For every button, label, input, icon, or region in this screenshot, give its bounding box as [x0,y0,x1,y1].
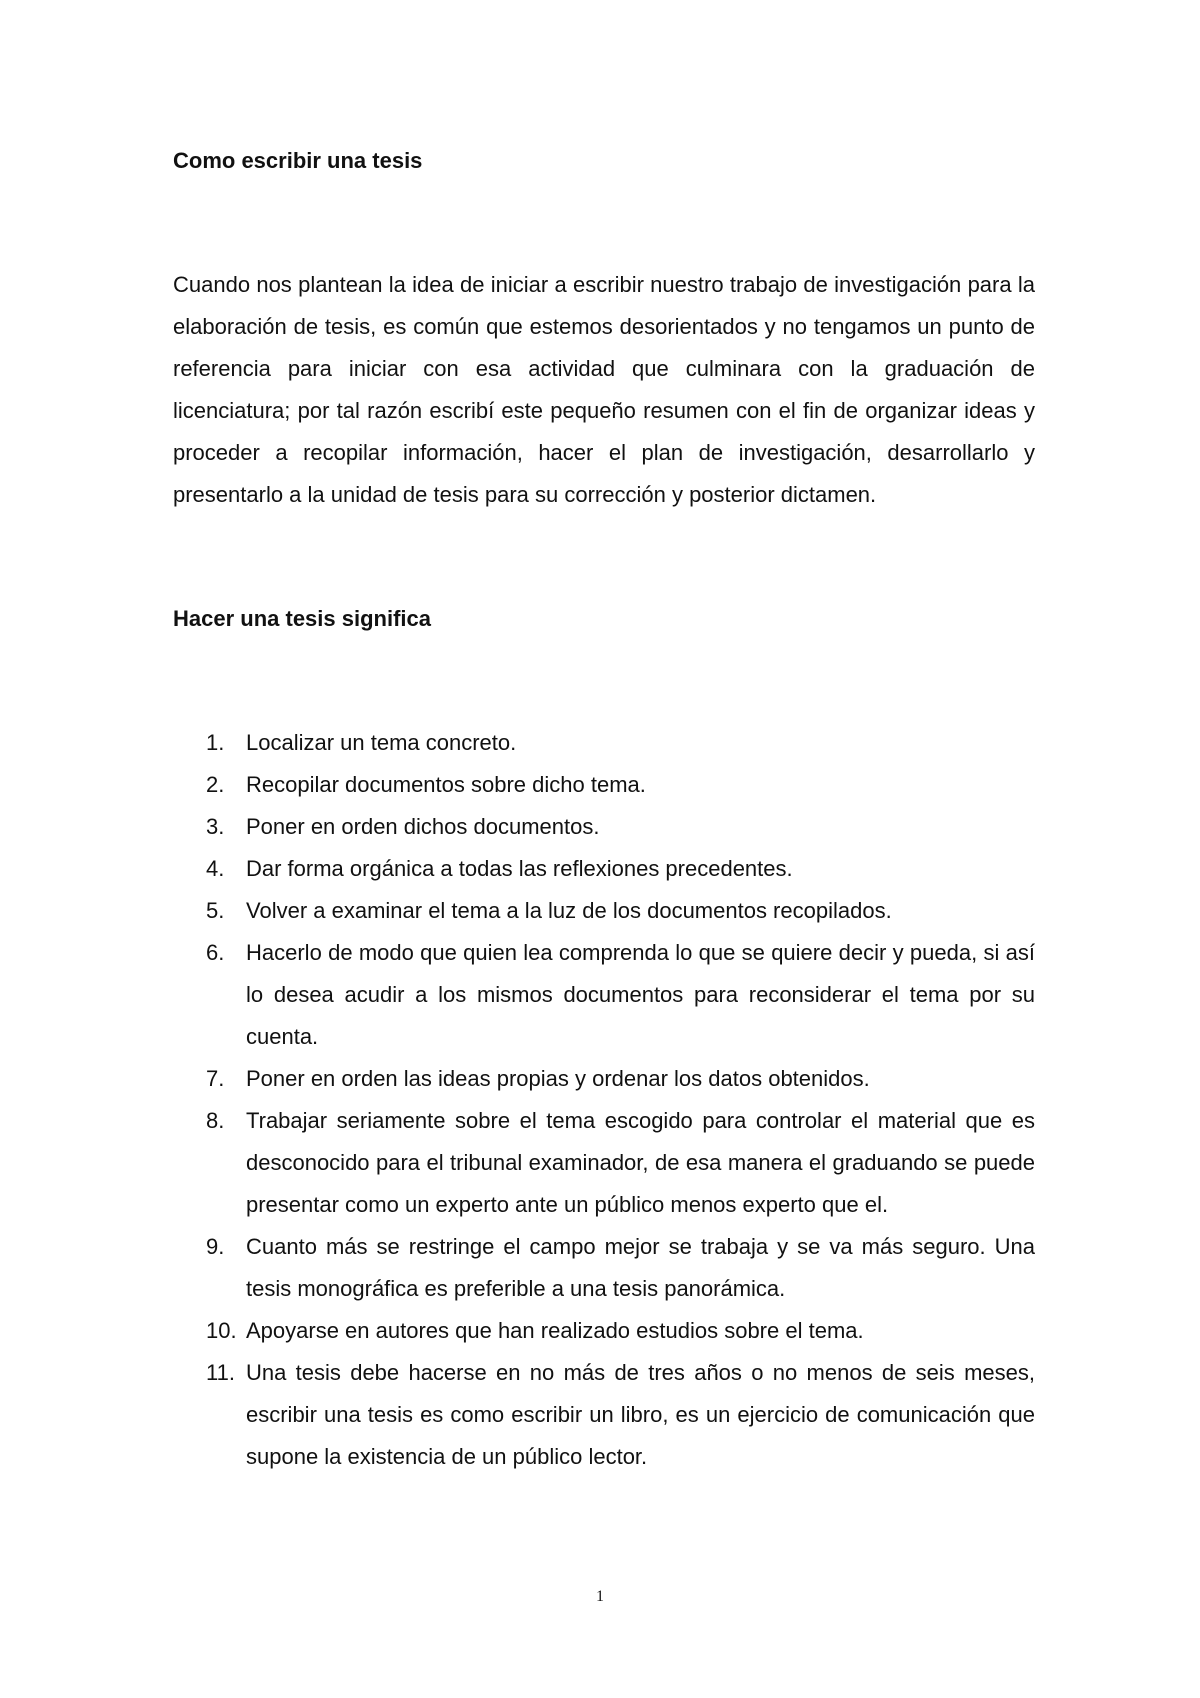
list-item [173,932,1035,1058]
list-item-number: 9. [206,1234,225,1259]
section-title: Hacer una tesis significa [173,606,431,631]
list-item [173,890,1035,932]
list-item [173,764,1035,806]
intro-paragraph: Cuando nos plantean la idea de iniciar a escribir nuestro trabajo de investigación para la elaboración de tesis, es común que estemos desorientados y no tengamos un punto de referencia para iniciar con esa actividad que culminara con la graduación de licenciatura; por tal razón escribí este pequeño resumen con el fin de organizar ideas y proceder a recopilar información, hacer el plan de investigación, desarrollarlo y presentarlo a la unidad de tesis para su corrección y posterior dictamen. [173,272,1035,507]
list-item [173,722,1035,764]
list-item-number: 7. [206,1066,225,1091]
list-item-text: Recopilar documentos sobre dicho tema. [246,772,646,797]
list-item-number: 6. [206,940,225,965]
list-item-text: Localizar un tema concreto. [246,730,517,755]
list-item-text: Hacerlo de modo que quien lea comprenda lo que se quiere decir y pueda, si así lo desea acudir a los mismos documentos para reconsiderar el tema por su cuenta. [246,940,1035,1049]
list-item [173,1352,1035,1478]
list-item-text: Cuanto más se restringe el campo mejor se trabaja y se va más seguro. Una tesis monográfica es preferible a una tesis panorámica. [246,1234,1035,1301]
list-item [173,1226,1035,1310]
list-item [173,1100,1035,1226]
list-item-text: Trabajar seriamente sobre el tema escogido para controlar el material que es desconocido para el tribunal examinador, de esa manera el graduando se puede presentar como un experto ante un público menos experto que el. [246,1108,1035,1217]
list-item-text: Dar forma orgánica a todas las reflexiones precedentes. [246,856,793,881]
document-body [173,140,1035,1478]
list-item-number: 10. [206,1318,237,1343]
steps-list [173,722,1035,1478]
list-item-text: Volver a examinar el tema a la luz de los documentos recopilados. [246,898,892,923]
list-item [173,1058,1035,1100]
list-item-number: 1. [206,730,225,755]
list-item-number: 8. [206,1108,225,1133]
document-title: Como escribir una tesis [173,148,423,173]
list-item-text: Una tesis debe hacerse en no más de tres años o no menos de seis meses, escribir una tesis es como escribir un libro, es un ejercicio de comunicación que supone la existencia de un público lector. [246,1360,1035,1469]
list-item [173,806,1035,848]
list-item-number: 5. [206,898,225,923]
list-item [173,1310,1035,1352]
list-item-number: 2. [206,772,225,797]
list-item-text: Poner en orden dichos documentos. [246,814,600,839]
list-item-number: 4. [206,856,225,881]
list-item-number: 11. [206,1360,235,1385]
page-number: 1 [596,1588,604,1605]
list-item-text: Poner en orden las ideas propias y ordenar los datos obtenidos. [246,1066,870,1091]
list-item [173,848,1035,890]
list-item-number: 3. [206,814,225,839]
list-item-text: Apoyarse en autores que han realizado estudios sobre el tema. [246,1318,864,1343]
